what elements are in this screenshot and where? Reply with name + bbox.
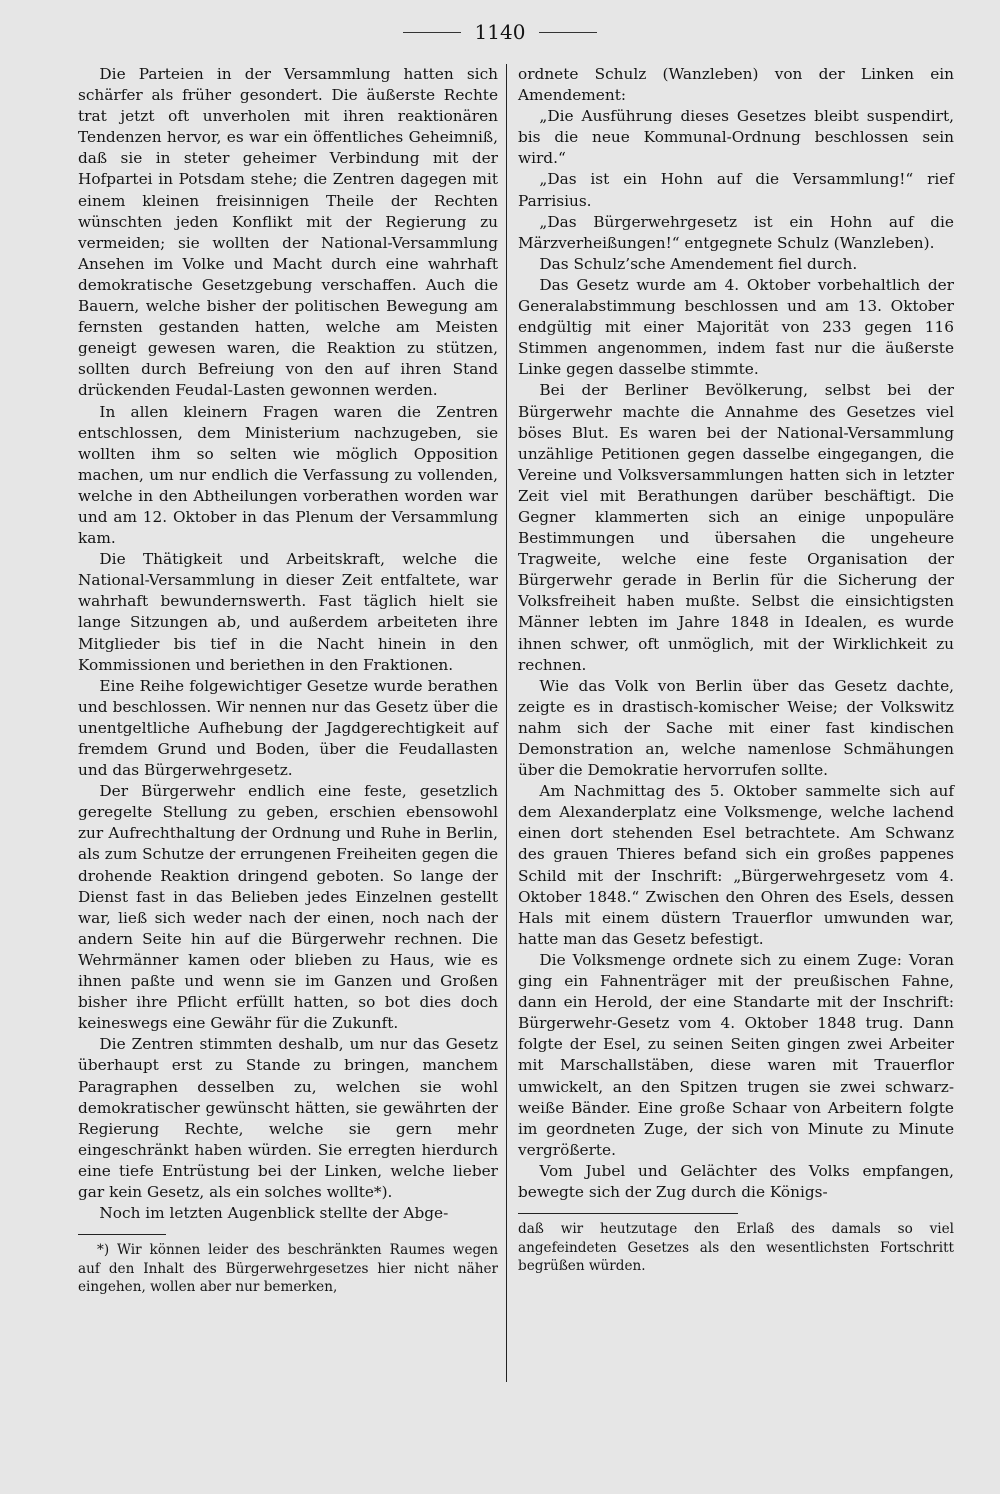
paragraph: „Die Ausführung dieses Gesetzes bleibt suspendirt, bis die neue Kommunal-Ordnung beschlossen sein wird.“ bbox=[518, 107, 954, 168]
paragraph: Vom Jubel und Gelächter des Volks empfangen, bewegte sich der Zug durch die Königs- bbox=[518, 1161, 954, 1201]
paragraph: Am Nachmittag des 5. Oktober sammelte sich auf dem Alexanderplatz eine Volksmenge, welche lachend einen dort stehenden Esel betrachtete. Am Schwanz des grauen Thieres befand sich ein großes pappenes Schild mit der Inschrift: „Bürgerwehrgesetz vom 4. Oktober 1848.“ Zwischen den Ohren des Esels, dessen Hals mit einem düstern Trauerflor umwunden war, hatte man das Gesetz befestigt. bbox=[518, 782, 954, 948]
paragraph: Bei der Berliner Bevölkerung, selbst bei der Bürgerwehr machte die Annahme des Gesetzes viel böses Blut. Es waren bei der National-Versammlung unzählige Petitionen gegen dasselbe eingegangen, die Vereine und Volksversammlungen hatten sich in letzter Zeit viel mit Berathungen darüber beschäftigt. Die Gegner klammerten sich an einige unpopuläre Bestimmungen und übersahen die ungeheure Tragweite, welche eine feste Organisation der Bürgerwehr gerade in Berlin für die Sicherung der Volksfreiheit haben mußte. Selbst die einsichtigsten Männer lebten im Jahre 1848 in Idealen, es wurde ihnen schwer, oft unmöglich, mit der Wirklichkeit zu rechnen. bbox=[518, 381, 954, 674]
footnote-rule bbox=[78, 1234, 166, 1235]
right-column-body bbox=[518, 64, 954, 1203]
paragraph-continuation: ordnete Schulz (Wanzleben) von der Linken ein Amendement: bbox=[518, 65, 954, 105]
right-footnote bbox=[518, 1220, 954, 1276]
paragraph: Die Zentren stimmten deshalb, um nur das Gesetz überhaupt erst zu Stande zu bringen, manchem Paragraphen desselben zu, welchen sie wohl demokratischer gewünscht hätten, sie gewährten der Regierung Rechte, welche sie gern mehr eingeschränkt haben würden. Sie erregten hierdurch eine tiefe Entrüstung bei der Linken, welche lieber gar kein Gesetz, als ein solches wollte*). bbox=[78, 1035, 498, 1201]
right-column bbox=[518, 64, 954, 1276]
footnote-rule bbox=[518, 1213, 738, 1214]
paragraph: Die Thätigkeit und Arbeitskraft, welche die National-Versammlung in dieser Zeit entfaltete, war wahrhaft bewundernswerth. Fast täglich hielt sie lange Sitzungen ab, und außerdem arbeiteten ihre Mitglieder bis tief in die Nacht hinein in den Kommissionen und beriethen in den Fraktionen. bbox=[78, 550, 498, 674]
paragraph: Das Schulz’sche Amendement fiel durch. bbox=[539, 254, 858, 273]
left-footnote bbox=[78, 1241, 498, 1297]
paragraph: „Das ist ein Hohn auf die Versammlung!“ rief Parrisius. bbox=[518, 170, 954, 210]
footnote-text: daß wir heutzutage den Erlaß des damals so viel angefeindeten Gesetzes als den wesentlichsten Fortschritt begrüßen würden. bbox=[518, 1221, 954, 1275]
left-column bbox=[78, 64, 498, 1297]
paragraph: Wie das Volk von Berlin über das Gesetz dachte, zeigte es in drastisch-komischer Weise; der Volkswitz nahm sich der Sache mit einer fast kindischen Demonstration an, welche namenlose Schmähungen über die Demokratie hervorrufen sollte. bbox=[518, 676, 954, 780]
paragraph: Eine Reihe folgewichtiger Gesetze wurde berathen und beschlossen. Wir nennen nur das Gesetz über die unentgeltliche Aufhebung der Jagdgerechtigkeit auf fremdem Grund und Boden, über die Feudallasten und das Bürgerwehrgesetz. bbox=[78, 676, 498, 780]
left-column-body bbox=[78, 64, 498, 1224]
page-header bbox=[0, 16, 1000, 48]
page-number: 1140 bbox=[474, 20, 526, 44]
footnote-text: *) Wir können leider des beschränkten Raumes wegen auf den Inhalt des Bürgerwehrgesetzes hier nicht näher eingehen, wollen aber nur bemerken, bbox=[78, 1242, 498, 1296]
header-rule-left bbox=[403, 32, 461, 33]
paragraph: Noch im letzten Augenblick stellte der Abge- bbox=[99, 1204, 449, 1223]
paragraph: Die Parteien in der Versammlung hatten sich schärfer als früher gesondert. Die äußerste Rechte trat jetzt oft unverholen mit ihren reaktionären Tendenzen hervor, es war ein öffentliches Geheimniß, daß sie in steter geheimer Verbindung mit der Hofpartei in Potsdam stehe; die Zentren dagegen mit einem kleinen freisinnigen Theile der Rechten wünschten jeden Konflikt mit der Regierung zu vermeiden; sie wollten der National-Versammlung Ansehen im Volke und Macht durch eine wahrhaft demokratische Gesetzgebung verschaffen. Auch die Bauern, welche bisher der politischen Bewegung am fernsten gestanden hatten, welche am Meisten geneigt gewesen waren, die Reaktion zu stützen, sollten durch Befreiung von den auf ihren Stand drückenden Feudal-Lasten gewonnen werden. bbox=[78, 65, 498, 400]
paragraph: Die Volksmenge ordnete sich zu einem Zuge: Voran ging ein Fahnenträger mit der preußischen Fahne, dann ein Herold, der eine Standarte mit der Inschrift: Bürgerwehr-Gesetz vom 4. Oktober 1848 trug. Dann folgte der Esel, zu seinen Seiten gingen zwei Arbeiter mit Marschallstäben, diese waren mit Trauerflor umwickelt, an den Spitzen trugen sie zwei schwarz-weiße Bänder. Eine große Schaar von Arbeitern folgte im geordneten Zuge, der sich von Minute zu Minute vergrößerte. bbox=[518, 950, 954, 1159]
paragraph: Das Gesetz wurde am 4. Oktober vorbehaltlich der Generalabstimmung beschlossen und am 13. Oktober endgültig mit einer Majorität von 233 gegen 116 Stimmen angenommen, indem fast nur die äußerste Linke gegen dasselbe stimmte. bbox=[518, 275, 954, 379]
header-rule-right bbox=[539, 32, 597, 33]
paragraph: Der Bürgerwehr endlich eine feste, gesetzlich geregelte Stellung zu geben, erschien ebensowohl zur Aufrechthaltung der Ordnung und Ruhe in Berlin, als zum Schutze der errungenen Freiheiten gegen die drohende Reaktion dringend geboten. So lange der Dienst fast in das Belieben jedes Einzelnen gestellt war, ließ sich weder nach der einen, noch nach der andern Seite hin auf die Bürgerwehr rechnen. Die Wehrmänner kamen oder blieben zu Haus, wie es ihnen paßte und wenn sie im Ganzen und Großen bisher ihre Pflicht erfüllt hatten, so bot dies doch keineswegs eine Gewähr für die Zukunft. bbox=[78, 782, 498, 1033]
paragraph: In allen kleinern Fragen waren die Zentren entschlossen, dem Ministerium nachzugeben, sie wollten ihm so selten wie möglich Opposition machen, um nur endlich die Verfassung zu vollenden, welche in den Abtheilungen vorberathen worden war und am 12. Oktober in das Plenum der Versammlung kam. bbox=[78, 402, 498, 548]
paragraph: „Das Bürgerwehrgesetz ist ein Hohn auf die Märzverheißungen!“ entgegnete Schulz (Wanzleben). bbox=[518, 212, 954, 252]
column-divider bbox=[506, 64, 507, 1382]
